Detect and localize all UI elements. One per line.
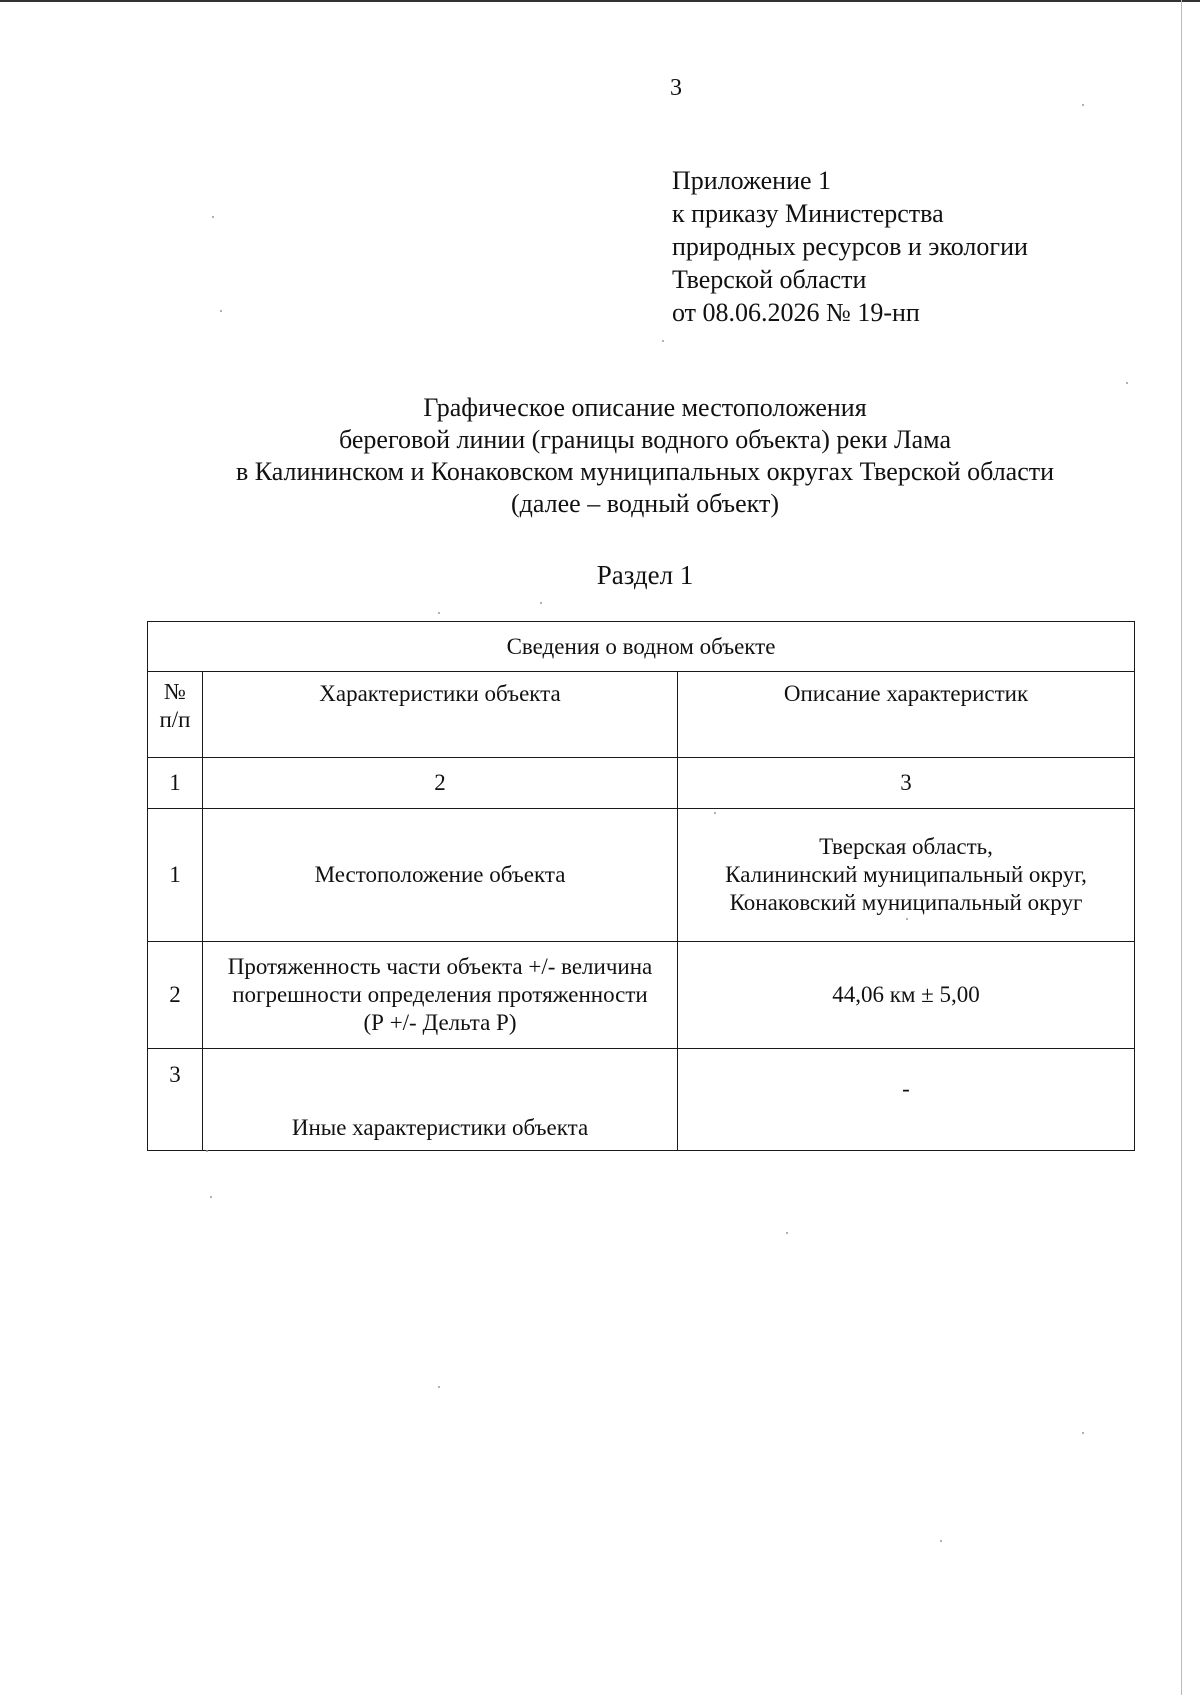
scan-speck <box>212 216 214 218</box>
title-line: Графическое описание местоположения <box>423 393 867 422</box>
table-index-row <box>148 758 1135 809</box>
scan-speck <box>714 812 716 814</box>
row-characteristic: Иные характеристики объекта <box>203 1049 678 1151</box>
row-characteristic <box>203 942 678 1049</box>
characteristic-line: Протяженность части объекта +/- величина <box>227 954 653 979</box>
page-number: 3 <box>670 75 682 101</box>
table-row <box>148 1049 1135 1151</box>
row-number: 2 <box>148 942 203 1049</box>
title-line: в Калининском и Конаковском муниципальных округах Тверской области <box>235 457 1055 486</box>
row-description: 44,06 км ± 5,00 <box>678 942 1135 1049</box>
row-description: - <box>678 1049 1135 1151</box>
description-line: Конаковский муниципальный округ <box>729 890 1083 915</box>
index-cell: 3 <box>678 758 1135 809</box>
scan-speck <box>662 340 664 342</box>
appendix-line: Тверской области <box>672 265 867 294</box>
document-title <box>100 392 1190 520</box>
section-heading: Раздел 1 <box>596 560 694 590</box>
scan-speck <box>940 1540 942 1542</box>
header-number-line: п/п <box>159 707 191 732</box>
appendix-line: к приказу Министерства <box>672 199 944 228</box>
table-caption: Сведения о водном объекте <box>148 622 1135 672</box>
appendix-line: природных ресурсов и экологии <box>672 232 1028 261</box>
scan-speck <box>206 1150 208 1152</box>
page-top-edge <box>0 0 1200 2</box>
scan-speck <box>210 1196 212 1198</box>
table-row <box>148 942 1135 1049</box>
scan-speck <box>1126 382 1128 384</box>
row-number: 1 <box>148 809 203 942</box>
index-cell: 1 <box>148 758 203 809</box>
table-row <box>148 809 1135 942</box>
scan-speck <box>1082 1432 1084 1434</box>
scan-speck <box>906 918 908 920</box>
scan-speck <box>1082 104 1084 106</box>
header-characteristic: Характеристики объекта <box>203 672 678 758</box>
description-line: Калининский муниципальный округ, <box>725 862 1087 887</box>
description-line: Тверская область, <box>819 834 993 859</box>
appendix-line: Приложение 1 <box>672 166 832 195</box>
header-description: Описание характеристик <box>678 672 1135 758</box>
row-description <box>678 809 1135 942</box>
header-number <box>148 672 203 758</box>
scan-speck <box>438 612 440 614</box>
appendix-block <box>672 164 1028 329</box>
scan-speck <box>220 310 222 312</box>
page-right-edge <box>1181 0 1182 1695</box>
table-header-row <box>148 672 1135 758</box>
header-number-line: № <box>164 679 186 704</box>
water-object-table <box>147 621 1135 1151</box>
title-line: (далее – водный объект) <box>511 489 779 518</box>
scan-speck <box>786 1232 788 1234</box>
characteristic-line: (Р +/- Дельта Р) <box>363 1010 517 1035</box>
scan-speck <box>540 602 542 604</box>
row-number: 3 <box>148 1049 203 1151</box>
title-line: береговой линии (границы водного объекта) реки Лама <box>338 425 951 454</box>
scan-speck <box>438 1386 440 1388</box>
appendix-line: от 08.06.2026 № 19-нп <box>672 298 920 327</box>
index-cell: 2 <box>203 758 678 809</box>
table-caption-row <box>148 622 1135 672</box>
row-characteristic: Местоположение объекта <box>203 809 678 942</box>
characteristic-line: погрешности определения протяженности <box>232 982 648 1007</box>
